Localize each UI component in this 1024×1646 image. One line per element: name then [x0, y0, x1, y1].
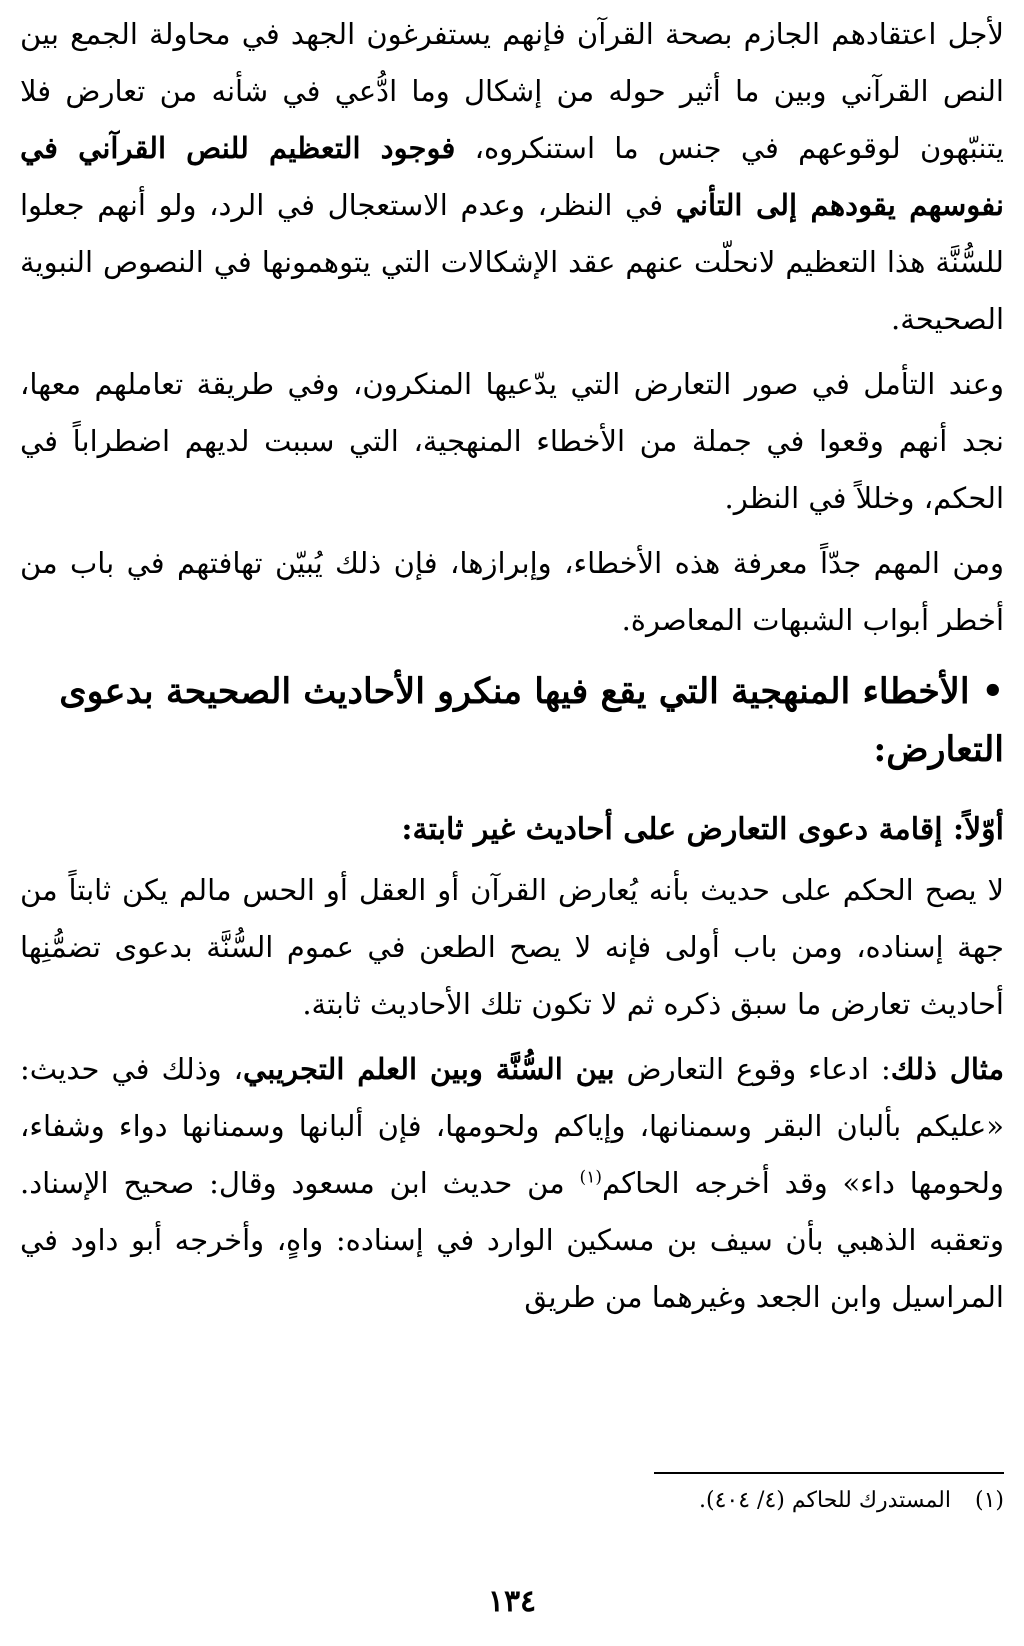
section-heading-text: الأخطاء المنهجية التي يقع فيها منكرو الأحاديث الصحيحة بدعوى التعارض: [59, 671, 1004, 770]
paragraph-5-text-2: ، وذلك في حديث: «عليكم بألبان البقر وسمنانها، وإياكم ولحومها، فإن ألبانها وسمنانها دواء وشفاء، ولحومها داء» وقد أخرجه الحاكم [20, 1052, 1004, 1200]
footnote-number: (١) [974, 1488, 1004, 1513]
footnote-text: المستدرك للحاكم (٤/ ٤٠٤). [699, 1488, 951, 1513]
paragraph-5-text-3: من حديث ابن مسعود وقال: صحيح الإسناد. وتعقبه الذهبي بأن سيف بن مسكين الوارد في إسناده: واهٍ، وأخرجه أبو داود في المراسيل وابن الجعد وغيرهما من طريق [20, 1166, 1004, 1314]
section-heading [20, 663, 1004, 779]
paragraph-4: لا يصح الحكم على حديث بأنه يُعارض القرآن أو العقل أو الحس مالم يكن ثابتاً من جهة إسناده، ومن باب أولى فإنه لا يصح الطعن في عموم السُّنَّة بدعوى تضمُّنِها أحاديث تعارض ما سبق ذكره ثم لا تكون تلك الأحاديث ثابتة. [20, 873, 1004, 1021]
paragraph-2: وعند التأمل في صور التعارض التي يدّعيها المنكرون، وفي طريقة تعاملهم معها، نجد أنهم وقعوا في جملة من الأخطاء المنهجية، التي سببت لديهم اضطراباً في الحكم، وخللاً في النظر. [20, 367, 1004, 515]
footnote [699, 1484, 1004, 1518]
paragraph-5-bold-2: بين السُّنَّة وبين العلم التجريبي [243, 1052, 615, 1086]
page-number: ١٣٤ [487, 1584, 537, 1619]
footnote-reference: (١) [579, 1167, 602, 1188]
footnote-divider [654, 1472, 1004, 1474]
paragraph-1-text-1: لأجل اعتقادهم الجازم بصحة القرآن فإنهم يستفرغون الجهد في محاولة الجمع بين النص القرآني وبين ما أثير حوله من إشكال وما ادُّعي في شأنه من تعارض فلا يتنبّهون لوقوعهم في جنس ما استنكروه، [20, 17, 1004, 165]
paragraph-1 [20, 6, 1004, 348]
paragraph-5-bold-1: مثال ذلك [890, 1052, 1004, 1086]
paragraph-1-text-2: في النظر، وعدم الاستعجال في الرد، ولو أنهم جعلوا للسُّنَّة هذا التعظيم لانحلّت عنهم عقد الإشكالات التي يتوهمونها في النصوص النبوية الصحيحة. [20, 188, 1004, 336]
paragraph-3: ومن المهم جدّاً معرفة هذه الأخطاء، وإبرازها، فإن ذلك يُبيّن تهافتهم في باب من أخطر أبواب الشبهات المعاصرة. [20, 546, 1004, 637]
subheading-first: أوّلاً: إقامة دعوى التعارض على أحاديث غير ثابتة: [401, 812, 1004, 847]
paragraph-5 [20, 1041, 1004, 1326]
paragraph-1-bold-1: فوجود التعظيم للنص القرآني في نفوسهم يقودهم إلى التأني [20, 131, 1004, 222]
bullet-icon: • [981, 671, 1004, 712]
paragraph-5-text-1: : ادعاء وقوع التعارض [614, 1052, 891, 1086]
book-page [20, 6, 1004, 1646]
